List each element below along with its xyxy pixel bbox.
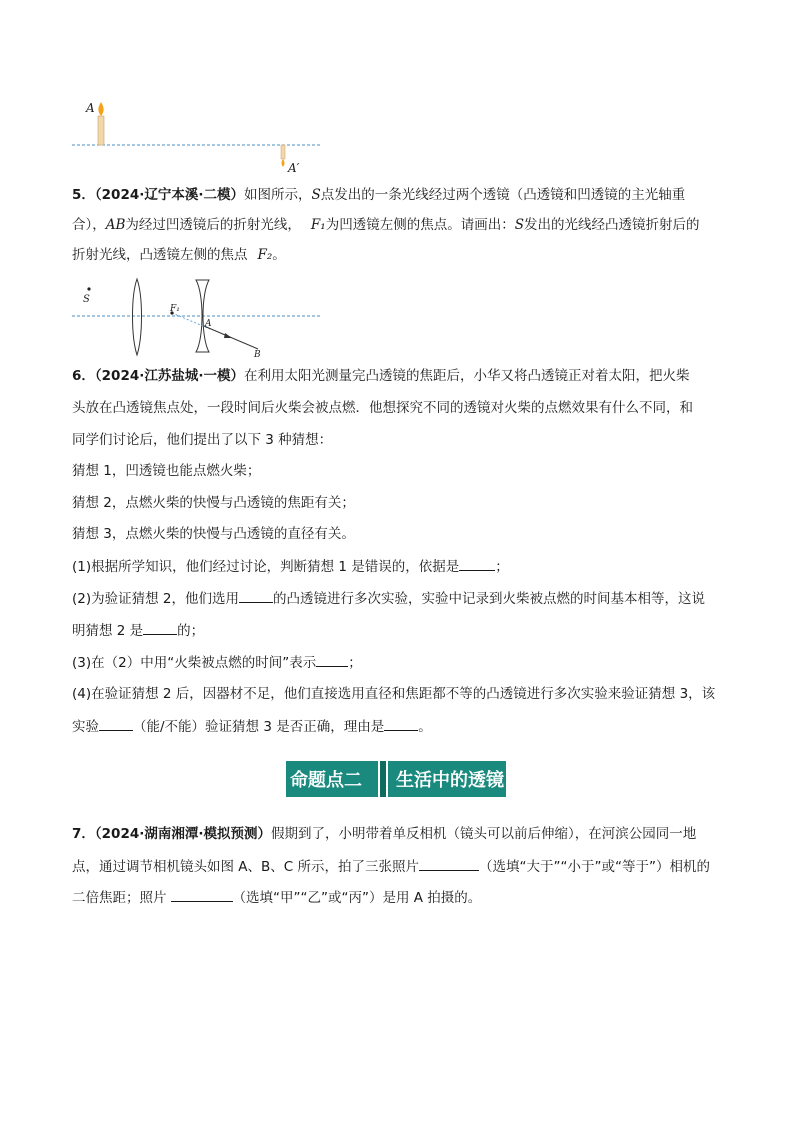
q6-text: (3)在（2）中用“火柴被点燃的时间”表示 [72,655,317,671]
q6-text: （能/不能）验证猜想 3 是否正确，理由是 [133,719,385,735]
q7-line-1 [72,824,696,844]
candle-image [281,145,285,167]
q5-symbol-s: S [514,217,524,233]
q6-line-2: 头放在凸透镜焦点处，一段时间后火柴会被点燃．他想探究不同的透镜对火柴的点燃效果有什么不同，和 [72,400,693,416]
answer-blank[interactable] [316,652,348,667]
q5-symbol-s: S [311,187,321,203]
section-heading-left: 命题点二 [290,770,362,791]
section-heading [286,761,506,797]
answer-blank[interactable] [239,588,273,603]
q7-text: 二倍焦距；照片 [72,890,167,906]
q5-text: 合）， [72,217,106,233]
q6-source: （2024·江苏盐城·一模） [94,368,244,384]
label-a: A [205,319,212,329]
q5-number: 5． [72,187,95,203]
answer-blank[interactable] [171,887,233,902]
candle-object [98,102,104,145]
q6-text: ； [348,655,362,671]
q7-text: （选填“大于”“小于”或“等于”）相机的 [479,859,710,875]
q6-text: 明猜想 2 是 [72,623,144,639]
guess-3: 猜想 3，点燃火柴的快慢与凸透镜的直径有关。 [72,526,355,542]
q6-part-4-cont [72,716,432,737]
answer-blank[interactable] [99,716,133,731]
label-b: B [254,350,261,358]
label-s: S [83,294,90,305]
q5-text: 发出的光线经凸透镜折射后的 [523,217,700,233]
q6-line-1 [72,366,690,386]
q5-text: 折射光线，凸透镜左侧的焦点 [72,247,248,263]
q5-text: 点发出的一条光线经过两个透镜（凸透镜和凹透镜的主光轴重 [320,187,686,203]
convex-lens [133,279,142,355]
q7-line-2 [72,856,710,877]
label-a: A [86,101,95,115]
guess-1: 猜想 1，凹透镜也能点燃火柴； [72,463,261,479]
q6-text: 实验 [72,719,99,735]
q6-text: 在利用太阳光测量完凸透镜的焦距后，小华又将凸透镜正对着太阳，把火柴 [244,368,690,384]
q6-part-2 [72,588,705,609]
q5-symbol-f1: F₁ [310,217,326,233]
section-heading-divider [378,761,388,797]
q5-source: （2024·辽宁本溪·二模） [94,187,244,203]
section-heading-right: 生活中的透镜 [396,770,504,791]
q7-text: （选填“甲”“乙”或“丙”）是用 A 拍摄的。 [232,890,482,906]
answer-blank[interactable] [143,620,177,635]
ray-arrow [224,333,232,338]
q5-line-3 [72,245,286,265]
label-f1: F₁ [170,304,180,314]
q6-part-1 [72,556,509,577]
q7-text: 假期到了，小明带着单反相机（镜头可以前后伸缩），在河滨公园同一地 [271,826,697,842]
point-s [87,287,90,290]
q6-text: ； [495,559,509,575]
q6-text: 的凸透镜进行多次实验，实验中记录到火柴被点燃的时间基本相等，这说 [273,591,706,607]
q5-symbol-ab: AB [105,217,126,233]
q5-line-2 [72,215,699,235]
q6-number: 6． [72,368,95,384]
answer-blank[interactable] [419,856,479,871]
q6-line-3: 同学们讨论后，他们提出了以下 3 种猜想： [72,432,333,448]
q7-number: 7． [72,826,95,842]
q6-text: (2)为验证猜想 2，他们选用 [72,591,240,607]
q5-text: 为经过凹透镜后的折射光线， [125,217,301,233]
q6-text: 。 [418,719,432,735]
q6-part-3 [72,652,362,673]
answer-blank[interactable] [384,716,418,731]
q7-line-3 [72,887,481,908]
q5-text: 为凹透镜左侧的焦点。请画出： [325,217,515,233]
answer-blank[interactable] [459,556,495,571]
q5-text: 如图所示， [244,187,312,203]
label-a-prime: A′ [288,161,300,175]
q5-line-1 [72,185,685,205]
q6-text: 的； [177,623,205,639]
q5-text: 。 [272,247,286,263]
q7-text: 点，通过调节相机镜头如图 A、B、C 所示，拍了三张照片 [72,859,420,875]
guess-2: 猜想 2，点燃火柴的快慢与凸透镜的焦距有关； [72,495,355,511]
lens-figure [72,276,322,358]
q5-symbol-f2: F₂ [257,247,273,263]
q6-part-2-cont [72,620,204,641]
q6-part-4: (4)在验证猜想 2 后，因器材不足，他们直接选用直径和焦距都不等的凸透镜进行多次实验来验证猜想 3，该 [72,686,716,702]
q6-text: (1)根据所学知识，他们经过讨论，判断猜想 1 是错误的，依据是 [72,559,460,575]
q7-source: （2024·湖南湘潭·模拟预测） [94,826,271,842]
candle-image-figure [66,96,336,178]
